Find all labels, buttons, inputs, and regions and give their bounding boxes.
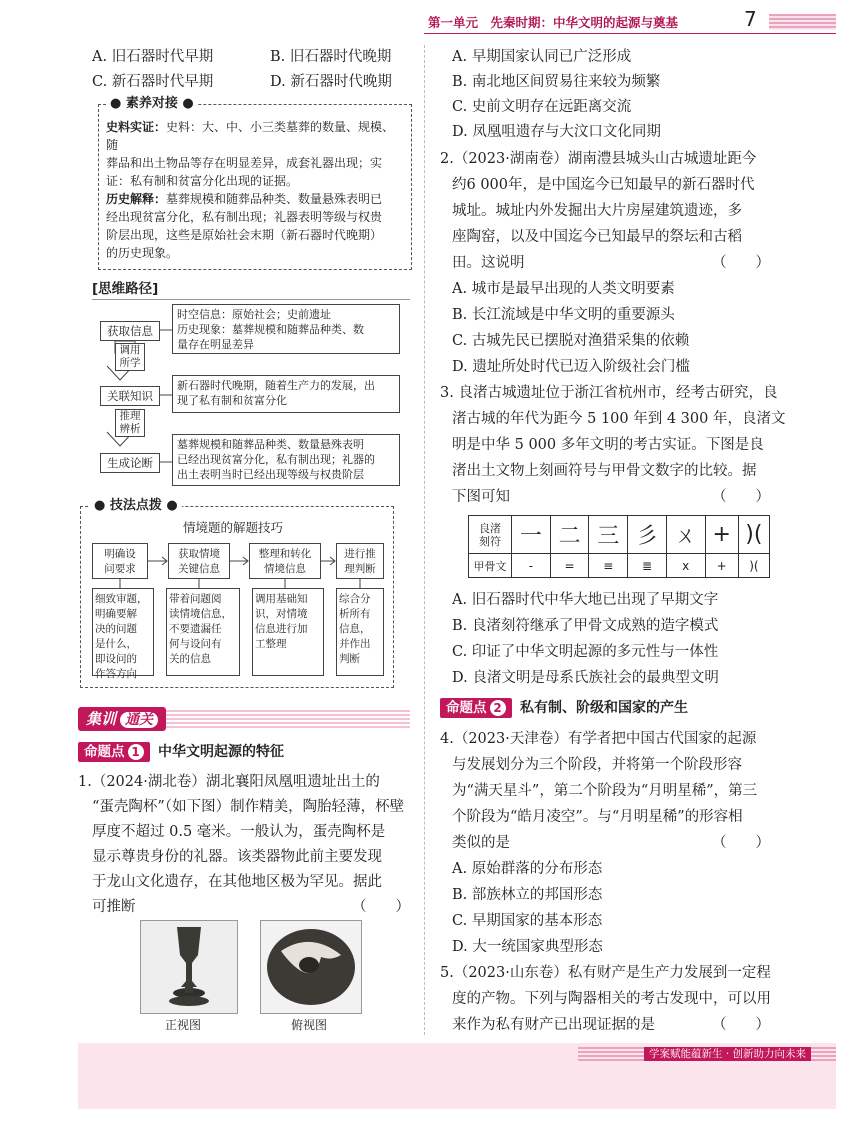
q4-line-4: 个阶段为“皓月凌空”。与“月明星稀”的形容相 xyxy=(452,809,743,825)
siwei-box-3: 墓葬规模和随葬品种类、数量悬殊表明 已经出现贫富分化，私有制出现；礼器的 出土表明当时已经出现等级与权贵阶层 xyxy=(172,434,400,486)
q2-line-4: 座陶窑，以及中国迄今已知最早的祭坛和古稻 xyxy=(452,229,742,245)
q2-option-c: C. 古城先民已摆脱对渔猎采集的依赖 xyxy=(452,333,690,349)
q2-line-5: 田。这说明 xyxy=(452,255,525,271)
oracle-symbol: + xyxy=(705,554,738,578)
q5-line-1: 5.（2023·山东卷）私有财产是生产力发展到一定程 xyxy=(440,965,771,981)
jixun-banner xyxy=(78,707,410,731)
q1-option-c: C. 史前文明存在远距离交流 xyxy=(452,99,632,115)
cup-front-image xyxy=(140,920,238,1014)
liangzhu-symbol: 彡 xyxy=(628,516,667,554)
footer-slogan: 学案赋能蕴新生 · 创新助力向未来 xyxy=(644,1047,811,1061)
jifa-detail-4: 综合分 析所有 信息， 并作出 判断 xyxy=(336,588,384,676)
q3-line-2: 渚古城的年代为距今 5 100 年到 4 300 年，良渚文 xyxy=(452,411,786,427)
q1-line-6: 可推断 xyxy=(92,899,136,915)
q3-line-5: 下图可知 xyxy=(452,489,510,505)
step-huoqu: 获取信息 xyxy=(100,321,160,341)
q4-option-c: C. 早期国家的基本形态 xyxy=(452,913,603,929)
cup-top-drawing xyxy=(261,921,361,1013)
q3-line-4: 渚出土文物上刻画符号与甲骨文数字的比较。据 xyxy=(452,463,757,479)
q1-option-a: A. 早期国家认同已广泛形成 xyxy=(452,49,632,65)
jifa-detail-3: 调用基础知 识，对情境 信息进行加 工整理 xyxy=(252,588,324,676)
header-rule xyxy=(424,33,836,34)
q4-option-d: D. 大一统国家典型形态 xyxy=(452,939,603,955)
q3-paren: （ ） xyxy=(712,489,770,505)
q1-option-b: B. 南北地区间贸易往来较为频繁 xyxy=(452,74,661,90)
dot-icon: ● xyxy=(110,96,122,111)
caption-front: 正视图 xyxy=(165,1018,202,1032)
jifa-step-3: 整理和转化 情境信息 xyxy=(249,543,321,579)
oracle-symbol: )( xyxy=(738,554,769,578)
q3-line-1: 3. 良渚古城遗址位于浙江省杭州市，经考古研究，良 xyxy=(440,385,778,401)
q1-line-2: “蛋壳陶杯”（如下图）制作精美，陶胎轻薄，杯壁 xyxy=(92,799,405,815)
column-divider xyxy=(424,45,425,1035)
q1-option-d: D. 凤凰咀遗存与大汶口文化同期 xyxy=(452,124,661,140)
option-c: C. 新石器时代早期 xyxy=(92,74,214,90)
siwei-box-1: 时空信息：原始社会；史前遗址 历史现象：墓葬规模和随葬品种类、数 量存在明显差异 xyxy=(172,304,400,354)
q2-paren: （ ） xyxy=(712,255,770,271)
suyang-title: ● 素养对接 ● xyxy=(106,96,198,112)
option-d: D. 新石器时代晚期 xyxy=(270,74,392,90)
q4-paren: （ ） xyxy=(712,835,770,851)
q5-line-2: 度的产物。下列与陶器相关的考古发现中，可以用 xyxy=(452,991,771,1007)
liangzhu-symbol: 三 xyxy=(589,516,628,554)
liangzhu-symbol: ㄨ xyxy=(666,516,705,554)
step-guanlian: 关联知识 xyxy=(100,386,160,406)
jifa-detail-1: 细致审题， 明确要解 决的问题 是什么， 即设问的 作答方向 xyxy=(92,588,154,676)
page-number: 7 xyxy=(744,7,757,31)
mingtidian-1-title: 中华文明起源的特征 xyxy=(158,744,284,760)
row2-label: 甲骨文 xyxy=(469,554,512,578)
dot-icon: ● xyxy=(166,498,178,513)
q1-line-5: 于龙山文化遗存，在其他地区极为罕见。据此 xyxy=(92,874,382,890)
dot-icon: ● xyxy=(182,96,194,111)
q4-option-b: B. 部族林立的邦国形态 xyxy=(452,887,603,903)
footer-band xyxy=(78,1043,836,1109)
q5-line-3: 来作为私有财产已出现证据的是 xyxy=(452,1017,655,1033)
jifa-step-2: 获取情境 关键信息 xyxy=(168,543,230,579)
q4-line-3: 为“满天星斗”，第二个阶段为“月明星稀”，第三 xyxy=(452,783,758,799)
arrow-label-1: 调用 所学 xyxy=(115,343,145,371)
step-shengcheng: 生成论断 xyxy=(100,453,160,473)
header-bar xyxy=(424,6,836,34)
q2-line-2: 约6 000年，是中国迄今已知最早的新石器时代 xyxy=(452,177,755,193)
dot-icon: ● xyxy=(94,498,106,513)
jixun-label: 集训 通关 xyxy=(78,707,166,731)
q3-option-c: C. 印证了中华文明起源的多元性与一体性 xyxy=(452,644,719,660)
oracle-symbol: = xyxy=(550,554,589,578)
siwei-title: [思维路径] xyxy=(92,281,159,297)
oracle-symbol: - xyxy=(512,554,551,578)
mingtidian-2-tag: 命题点 2 xyxy=(440,698,512,718)
q3-option-a: A. 旧石器时代中华大地已出现了早期文字 xyxy=(452,592,719,608)
q2-option-d: D. 遗址所处时代已迈入阶级社会门槛 xyxy=(452,359,690,375)
jifa-subtitle: 情境题的解题技巧 xyxy=(183,520,284,535)
header-title: 第一单元 先秦时期：中华文明的起源与奠基 xyxy=(428,15,679,30)
q5-paren: （ ） xyxy=(712,1017,770,1033)
q3-option-b: B. 良渚刻符继承了甲骨文成熟的造字模式 xyxy=(452,618,719,634)
cup-front-drawing xyxy=(141,921,237,1013)
jifa-detail-2: 带着问题阅 读情境信息， 不要遗漏任 何与设问有 关的信息 xyxy=(166,588,240,676)
jifa-title: ● 技法点拨 ● xyxy=(90,498,182,514)
q1-line-3: 厚度不超过 0.5 毫米。一般认为，蛋壳陶杯是 xyxy=(92,824,386,840)
q2-option-b: B. 长江流域是中华文明的重要源头 xyxy=(452,307,675,323)
q3-line-3: 明是中华 5 000 多年文明的考古实证。下图是良 xyxy=(452,437,764,453)
q4-line-1: 4.（2023·天津卷）有学者把中国古代国家的起源 xyxy=(440,731,757,747)
q2-option-a: A. 城市是最早出现的人类文明要素 xyxy=(452,281,675,297)
liangzhu-symbol: 二 xyxy=(550,516,589,554)
option-b: B. 旧石器时代晚期 xyxy=(270,49,392,65)
siwei-box-2: 新石器时代晚期，随着生产力的发展，出 现了私有制和贫富分化 xyxy=(172,375,400,413)
siwei-connectors xyxy=(90,300,180,490)
header-stripes xyxy=(769,14,836,30)
cup-top-image xyxy=(260,920,362,1014)
q1-paren: （ ） xyxy=(352,899,410,915)
mingtidian-2-title: 私有制、阶级和国家的产生 xyxy=(520,700,688,716)
oracle-symbol: ≡ xyxy=(589,554,628,578)
jifa-step-4: 进行推 理判断 xyxy=(336,543,384,579)
oracle-symbol: ≣ xyxy=(628,554,667,578)
q3-option-d: D. 良渚文明是母系氏族社会的最典型文明 xyxy=(452,670,719,686)
q2-line-3: 城址。城址内外发掘出大片房屋建筑遗迹，多 xyxy=(452,203,742,219)
option-a: A. 旧石器时代早期 xyxy=(92,49,214,65)
q1-line-1: 1.（2024·湖北卷）湖北襄阳凤凰咀遗址出土的 xyxy=(78,774,380,790)
caption-top: 俯视图 xyxy=(291,1018,328,1032)
oracle-symbol: x xyxy=(666,554,705,578)
liangzhu-symbol: 一 xyxy=(512,516,551,554)
q2-line-1: 2.（2023·湖南卷）湖南澧县城头山古城遗址距今 xyxy=(440,151,757,167)
suyang-text: 史料实证：史料：大、中、小三类墓葬的数量、规模、随 葬品和出土物品等存在明显差异，成套礼器出现；实 证：私有制和贫富分化出现的证据。 历史解释：墓葬规模和随葬品种类、数量悬殊表明已 经出现贫富分化，私有制出现；礼器表明等级与权贵 阶层出现，这些是原始社会末期（新石器时代晚期） 的历史现象。 xyxy=(106,120,395,260)
liangzhu-table xyxy=(468,515,770,578)
liangzhu-symbol: + xyxy=(705,516,738,554)
q1-line-4: 显示尊贵身份的礼器。该类器物此前主要发现 xyxy=(92,849,382,865)
mingtidian-1-tag: 命题点 1 xyxy=(78,742,150,762)
q4-line-2: 与发展划分为三个阶段，并将第一个阶段形容 xyxy=(452,757,742,773)
q4-line-5: 类似的是 xyxy=(452,835,510,851)
q4-option-a: A. 原始群落的分布形态 xyxy=(452,861,603,877)
jifa-step-1: 明确设 问要求 xyxy=(92,543,148,579)
arrow-label-2: 推理 辨析 xyxy=(115,409,145,437)
row1-label: 良渚 刻符 xyxy=(469,516,512,554)
liangzhu-symbol: )( xyxy=(738,516,769,554)
